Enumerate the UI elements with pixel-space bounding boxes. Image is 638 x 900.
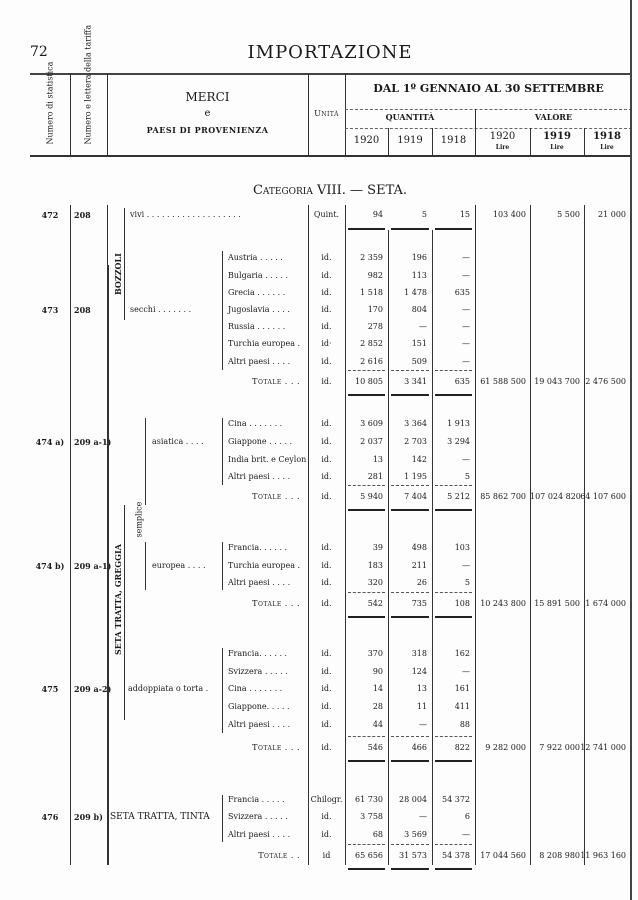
country-name: Francia . . . . . (228, 795, 285, 804)
quantity-1920: 90 (372, 667, 383, 676)
quantity-1920: 2 359 (360, 253, 383, 262)
vertical-label-semplice: semplice (134, 501, 144, 538)
total-rule (391, 509, 429, 511)
quantity-1918: 88 (459, 720, 470, 729)
quantity-1919: 13 (416, 684, 427, 693)
quantity-1919: 5 (421, 210, 427, 219)
vertical-label-bozzoli: BOZZOLI (113, 253, 123, 295)
quantity-1918: — (462, 322, 470, 331)
quantity-1918: — (462, 830, 470, 839)
bracket (222, 418, 223, 485)
unit: id. (321, 578, 332, 587)
quantity-1919: 113 (411, 271, 427, 280)
stat-number: 473 (41, 305, 59, 315)
quantity-1918: 103 (454, 543, 470, 552)
unit: id. (321, 322, 332, 331)
quantity-1920: 2 037 (360, 437, 383, 446)
quantity-1920: 14 (372, 684, 383, 693)
header-top-rule (30, 73, 632, 75)
quantity-1918: — (462, 271, 470, 280)
value-1919: 107 024 820 (530, 492, 581, 501)
tariff-number: 209 a-1) (74, 437, 112, 447)
quantity-1920: 281 (367, 472, 383, 481)
column-rule (530, 205, 531, 865)
quantity-1918: 162 (454, 649, 470, 658)
column-rule (584, 205, 585, 865)
lire-label: Lire (495, 144, 510, 151)
stat-number: 472 (41, 210, 59, 220)
subtotal-rule (391, 736, 429, 737)
unit: id. (321, 667, 332, 676)
quantity-1920: 320 (367, 578, 383, 587)
quantity-1919: — (419, 720, 427, 729)
stat-number: 474 b) (35, 561, 65, 571)
quantity-1919: 31 573 (399, 851, 427, 860)
unit: id· (321, 339, 332, 348)
subtotal-rule (348, 844, 385, 845)
subtotal-rule (435, 485, 472, 486)
col-stat-header: Numero di statistica (45, 61, 55, 145)
quantity-1919: 3 364 (404, 419, 427, 428)
goods-description: addoppiata o torta . (128, 684, 209, 693)
unit: id. (321, 455, 332, 464)
goods-description: europea . . . . (152, 561, 206, 570)
unit: id. (321, 702, 332, 711)
unit: Quint. (313, 210, 340, 219)
column-rule (475, 205, 476, 865)
quantity-1920: 10 805 (355, 377, 383, 386)
quantity-1919: 151 (411, 339, 427, 348)
quantity-1920: 28 (372, 702, 383, 711)
total-rule (348, 868, 385, 870)
paesi-header: PAESI DI PROVENIENZA (146, 125, 269, 135)
quantity-1920: 61 730 (355, 795, 383, 804)
quantity-1920: 3 758 (360, 812, 383, 821)
unit: id. (321, 812, 332, 821)
value-1918: 1 674 000 (585, 599, 626, 608)
country-name: Cina . . . . . . . (228, 684, 283, 693)
quantity-1920: 2 616 (360, 357, 383, 366)
quantity-1919: 2 703 (404, 437, 427, 446)
quantity-1920: 68 (372, 830, 383, 839)
quantity-1919: 26 (416, 578, 427, 587)
unit: id. (321, 419, 332, 428)
quantity-1920: 5 940 (360, 492, 383, 501)
value-1918: 21 000 (598, 210, 626, 219)
year-header: 1919 (397, 135, 423, 146)
quantity-1918: 5 212 (447, 492, 470, 501)
total-rule (435, 394, 472, 396)
quantity-1918: 411 (454, 702, 470, 711)
bracket (108, 265, 109, 865)
quantity-1919: 11 (416, 702, 427, 711)
value-1919: 15 891 500 (534, 599, 580, 608)
quantity-1918: — (462, 561, 470, 570)
total-rule (435, 760, 472, 762)
country-name: Francia. . . . . . (228, 649, 288, 658)
quantity-1918: 54 378 (442, 851, 470, 860)
total-rule (391, 228, 429, 230)
value-1920: 61 588 500 (480, 377, 526, 386)
total-label: Totale . . . (252, 377, 300, 386)
bracket (124, 505, 125, 720)
unit: id (322, 851, 331, 860)
unit: id. (321, 305, 332, 314)
subtotal-rule (435, 592, 472, 593)
total-label: Totale . . . (252, 743, 300, 752)
unit: id. (321, 377, 332, 386)
bracket (222, 251, 223, 370)
quantity-1918: — (462, 305, 470, 314)
unit: id. (321, 357, 332, 366)
quantity-1918: — (462, 357, 470, 366)
unit: id. (321, 830, 332, 839)
unit: Chilogr. (310, 795, 343, 804)
country-name: Russia . . . . . . (228, 322, 286, 331)
unit: id. (321, 649, 332, 658)
bracket (145, 542, 146, 590)
country-name: Cina . . . . . . . (228, 419, 283, 428)
quantity-1920: 982 (367, 271, 383, 280)
quantity-1919: — (419, 322, 427, 331)
valore-header: VALORE (534, 112, 573, 122)
quantity-1920: 44 (372, 720, 383, 729)
quantity-1918: — (462, 339, 470, 348)
country-name: India brit. e Ceylon (228, 455, 307, 464)
vertical-label-seta-greggia: SETA TRATTA, GREGGIA (113, 544, 123, 655)
quantity-1920: 542 (367, 599, 383, 608)
year-header: 1919 (543, 131, 571, 142)
value-1920: 17 044 560 (480, 851, 526, 860)
stat-number: 475 (41, 684, 59, 694)
quantity-1920: 65 656 (355, 851, 383, 860)
column-rule (345, 205, 346, 865)
goods-description: vivi . . . . . . . . . . . . . . . . . . . (130, 210, 241, 219)
quantity-1918: 54 372 (442, 795, 470, 804)
quantity-1918: 108 (454, 599, 470, 608)
quantity-1919: 318 (411, 649, 427, 658)
value-1919: 8 208 980 (539, 851, 580, 860)
category-title: Categoria VIII. — SETA. (252, 183, 408, 198)
subtotal-rule (391, 370, 429, 371)
stat-number: 474 a) (35, 437, 65, 447)
total-rule (435, 616, 472, 618)
lire-label: Lire (550, 144, 564, 151)
tariff-number: 209 b) (74, 812, 103, 822)
quantity-1919: 211 (411, 561, 427, 570)
year-header: 1920 (353, 135, 380, 146)
quantity-1920: 39 (372, 543, 383, 552)
quantity-1918: — (462, 455, 470, 464)
country-name: Giappone . . . . . (228, 437, 293, 446)
col-tariff-header: Numero e lettera della tariffa (83, 24, 93, 145)
quantity-1918: 161 (454, 684, 470, 693)
page-edge (630, 0, 632, 900)
quantity-1918: 5 (464, 578, 470, 587)
column-rule (70, 205, 71, 865)
quantity-1919: 124 (411, 667, 427, 676)
quantity-1918: 6 (464, 812, 470, 821)
total-label: Totale . . (258, 851, 300, 860)
subtotal-rule (435, 844, 472, 845)
country-name: Altri paesi . . . . (228, 472, 291, 481)
page-title: IMPORTAZIONE (247, 42, 413, 63)
year-header: 1918 (593, 131, 621, 142)
quantity-1920: 370 (367, 649, 383, 658)
header-bottom-rule (30, 155, 632, 157)
divider (70, 73, 71, 155)
subtotal-rule (391, 485, 429, 486)
country-name: Jugoslavia . . . . (228, 305, 290, 314)
unit: id. (321, 599, 332, 608)
country-name: Altri paesi . . . . (228, 720, 291, 729)
quantity-1920: 2 852 (360, 339, 383, 348)
country-name: Altri paesi . . . . (228, 357, 291, 366)
unit: id. (321, 543, 332, 552)
quantity-1918: 3 294 (447, 437, 470, 446)
subtotal-rule (348, 592, 385, 593)
quantity-1918: 822 (454, 743, 470, 752)
subtotal-rule (348, 485, 385, 486)
value-1919: 7 922 000 (539, 743, 580, 752)
unit: id. (321, 561, 332, 570)
quantity-1920: 1 518 (360, 288, 383, 297)
quantity-1919: 3 341 (404, 377, 427, 386)
page-number: 72 (30, 44, 48, 60)
unit: id. (321, 743, 332, 752)
country-name: Altri paesi . . . . (228, 830, 291, 839)
quantity-1919: 804 (411, 305, 427, 314)
country-name: Turchia europea . (228, 339, 301, 348)
value-1920: 10 243 800 (480, 599, 526, 608)
unit: id. (321, 472, 332, 481)
unit: id. (321, 271, 332, 280)
total-rule (348, 760, 385, 762)
subtotal-rule (348, 370, 385, 371)
total-rule (391, 394, 429, 396)
column-rule (308, 205, 309, 865)
country-name: Bulgaria . . . . . (228, 271, 289, 280)
quantity-1919: 142 (411, 455, 427, 464)
stat-number: 476 (41, 812, 59, 822)
subtotal-rule (435, 370, 472, 371)
total-rule (435, 509, 472, 511)
total-rule (348, 616, 385, 618)
quantity-1919: 498 (411, 543, 427, 552)
quantity-1920: 278 (367, 322, 383, 331)
goods-description: secchi . . . . . . . (130, 305, 192, 314)
country-name: Svizzera . . . . . (228, 812, 288, 821)
e-header: e (204, 108, 211, 119)
quantity-1919: — (419, 812, 427, 821)
year-header: 1920 (489, 131, 516, 142)
total-rule (348, 509, 385, 511)
country-name: Francia. . . . . . (228, 543, 288, 552)
value-1920: 85 862 700 (480, 492, 526, 501)
value-1918: 64 107 600 (580, 492, 626, 501)
quantity-1920: 13 (372, 455, 383, 464)
subtotal-rule (435, 736, 472, 737)
tariff-number: 208 (74, 210, 91, 220)
quantity-1920: 94 (372, 210, 383, 219)
total-rule (348, 228, 385, 230)
unit: id. (321, 253, 332, 262)
quantity-1919: 7 404 (404, 492, 427, 501)
tariff-number: 209 a-2) (74, 684, 112, 694)
merci-header: MERCI (185, 90, 230, 104)
quantity-1919: 509 (411, 357, 427, 366)
value-1918: 2 476 500 (585, 377, 626, 386)
bracket (222, 542, 223, 590)
subtotal-rule (391, 844, 429, 845)
unit: id. (321, 288, 332, 297)
total-rule (348, 394, 385, 396)
tariff-number: 209 a-1) (74, 561, 112, 571)
total-rule (391, 616, 429, 618)
bracket (124, 208, 125, 320)
tariff-number: 208 (74, 305, 91, 315)
quantity-1919: 735 (411, 599, 427, 608)
year-header: 1918 (440, 135, 467, 146)
value-1918: 11 963 160 (580, 851, 626, 860)
quantity-1920: 183 (367, 561, 383, 570)
quantity-1920: 170 (367, 305, 383, 314)
subtotal-rule (391, 592, 429, 593)
period-header: DAL 1º GENNAIO AL 30 SETTEMBRE (373, 82, 604, 95)
total-label: Totale . . . (252, 599, 300, 608)
country-name: Giappone. . . . . (228, 702, 290, 711)
quantity-1918: 15 (459, 210, 470, 219)
quantity-1919: 1 195 (404, 472, 427, 481)
total-rule (391, 760, 429, 762)
lire-label: Lire (600, 144, 614, 151)
quantity-1918: 635 (454, 288, 470, 297)
country-name: Svizzera . . . . . (228, 667, 288, 676)
quantity-1918: 1 913 (447, 419, 470, 428)
country-name: Altri paesi . . . . (228, 578, 291, 587)
quantity-1918: 635 (454, 377, 470, 386)
total-rule (435, 228, 472, 230)
quantity-1918: 5 (464, 472, 470, 481)
unit: id. (321, 684, 332, 693)
country-name: Turchia europea . (228, 561, 301, 570)
bracket (222, 648, 223, 733)
unita-header: Unità (314, 109, 339, 118)
total-rule (435, 868, 472, 870)
unit: id. (321, 720, 332, 729)
quantity-1919: 1 478 (404, 288, 427, 297)
value-1919: 5 500 (557, 210, 580, 219)
goods-description: asiatica . . . . (152, 437, 204, 446)
total-label: Totale . . . (252, 492, 300, 501)
divider (345, 109, 632, 110)
quantity-1918: — (462, 667, 470, 676)
quantity-1919: 466 (411, 743, 427, 752)
quantity-1920: 546 (367, 743, 383, 752)
unit: id. (321, 437, 332, 446)
total-rule (391, 868, 429, 870)
quantity-1918: — (462, 253, 470, 262)
quantity-1920: 3 609 (360, 419, 383, 428)
value-1920: 103 400 (492, 210, 526, 219)
quantita-header: QUANTITÀ (385, 112, 435, 122)
subtotal-rule (348, 736, 385, 737)
unit: id. (321, 492, 332, 501)
value-1919: 19 043 700 (534, 377, 580, 386)
quantity-1919: 28 004 (399, 795, 427, 804)
bracket (222, 795, 223, 842)
goods-description: SETA TRATTA, TINTA (110, 812, 210, 822)
bracket (145, 418, 146, 505)
country-name: Austria . . . . . (228, 253, 283, 262)
value-1918: 12 741 000 (580, 743, 626, 752)
country-name: Grecia . . . . . . (228, 288, 286, 297)
quantity-1919: 3 569 (404, 830, 427, 839)
quantity-1919: 196 (411, 253, 427, 262)
value-1920: 9 282 000 (485, 743, 526, 752)
